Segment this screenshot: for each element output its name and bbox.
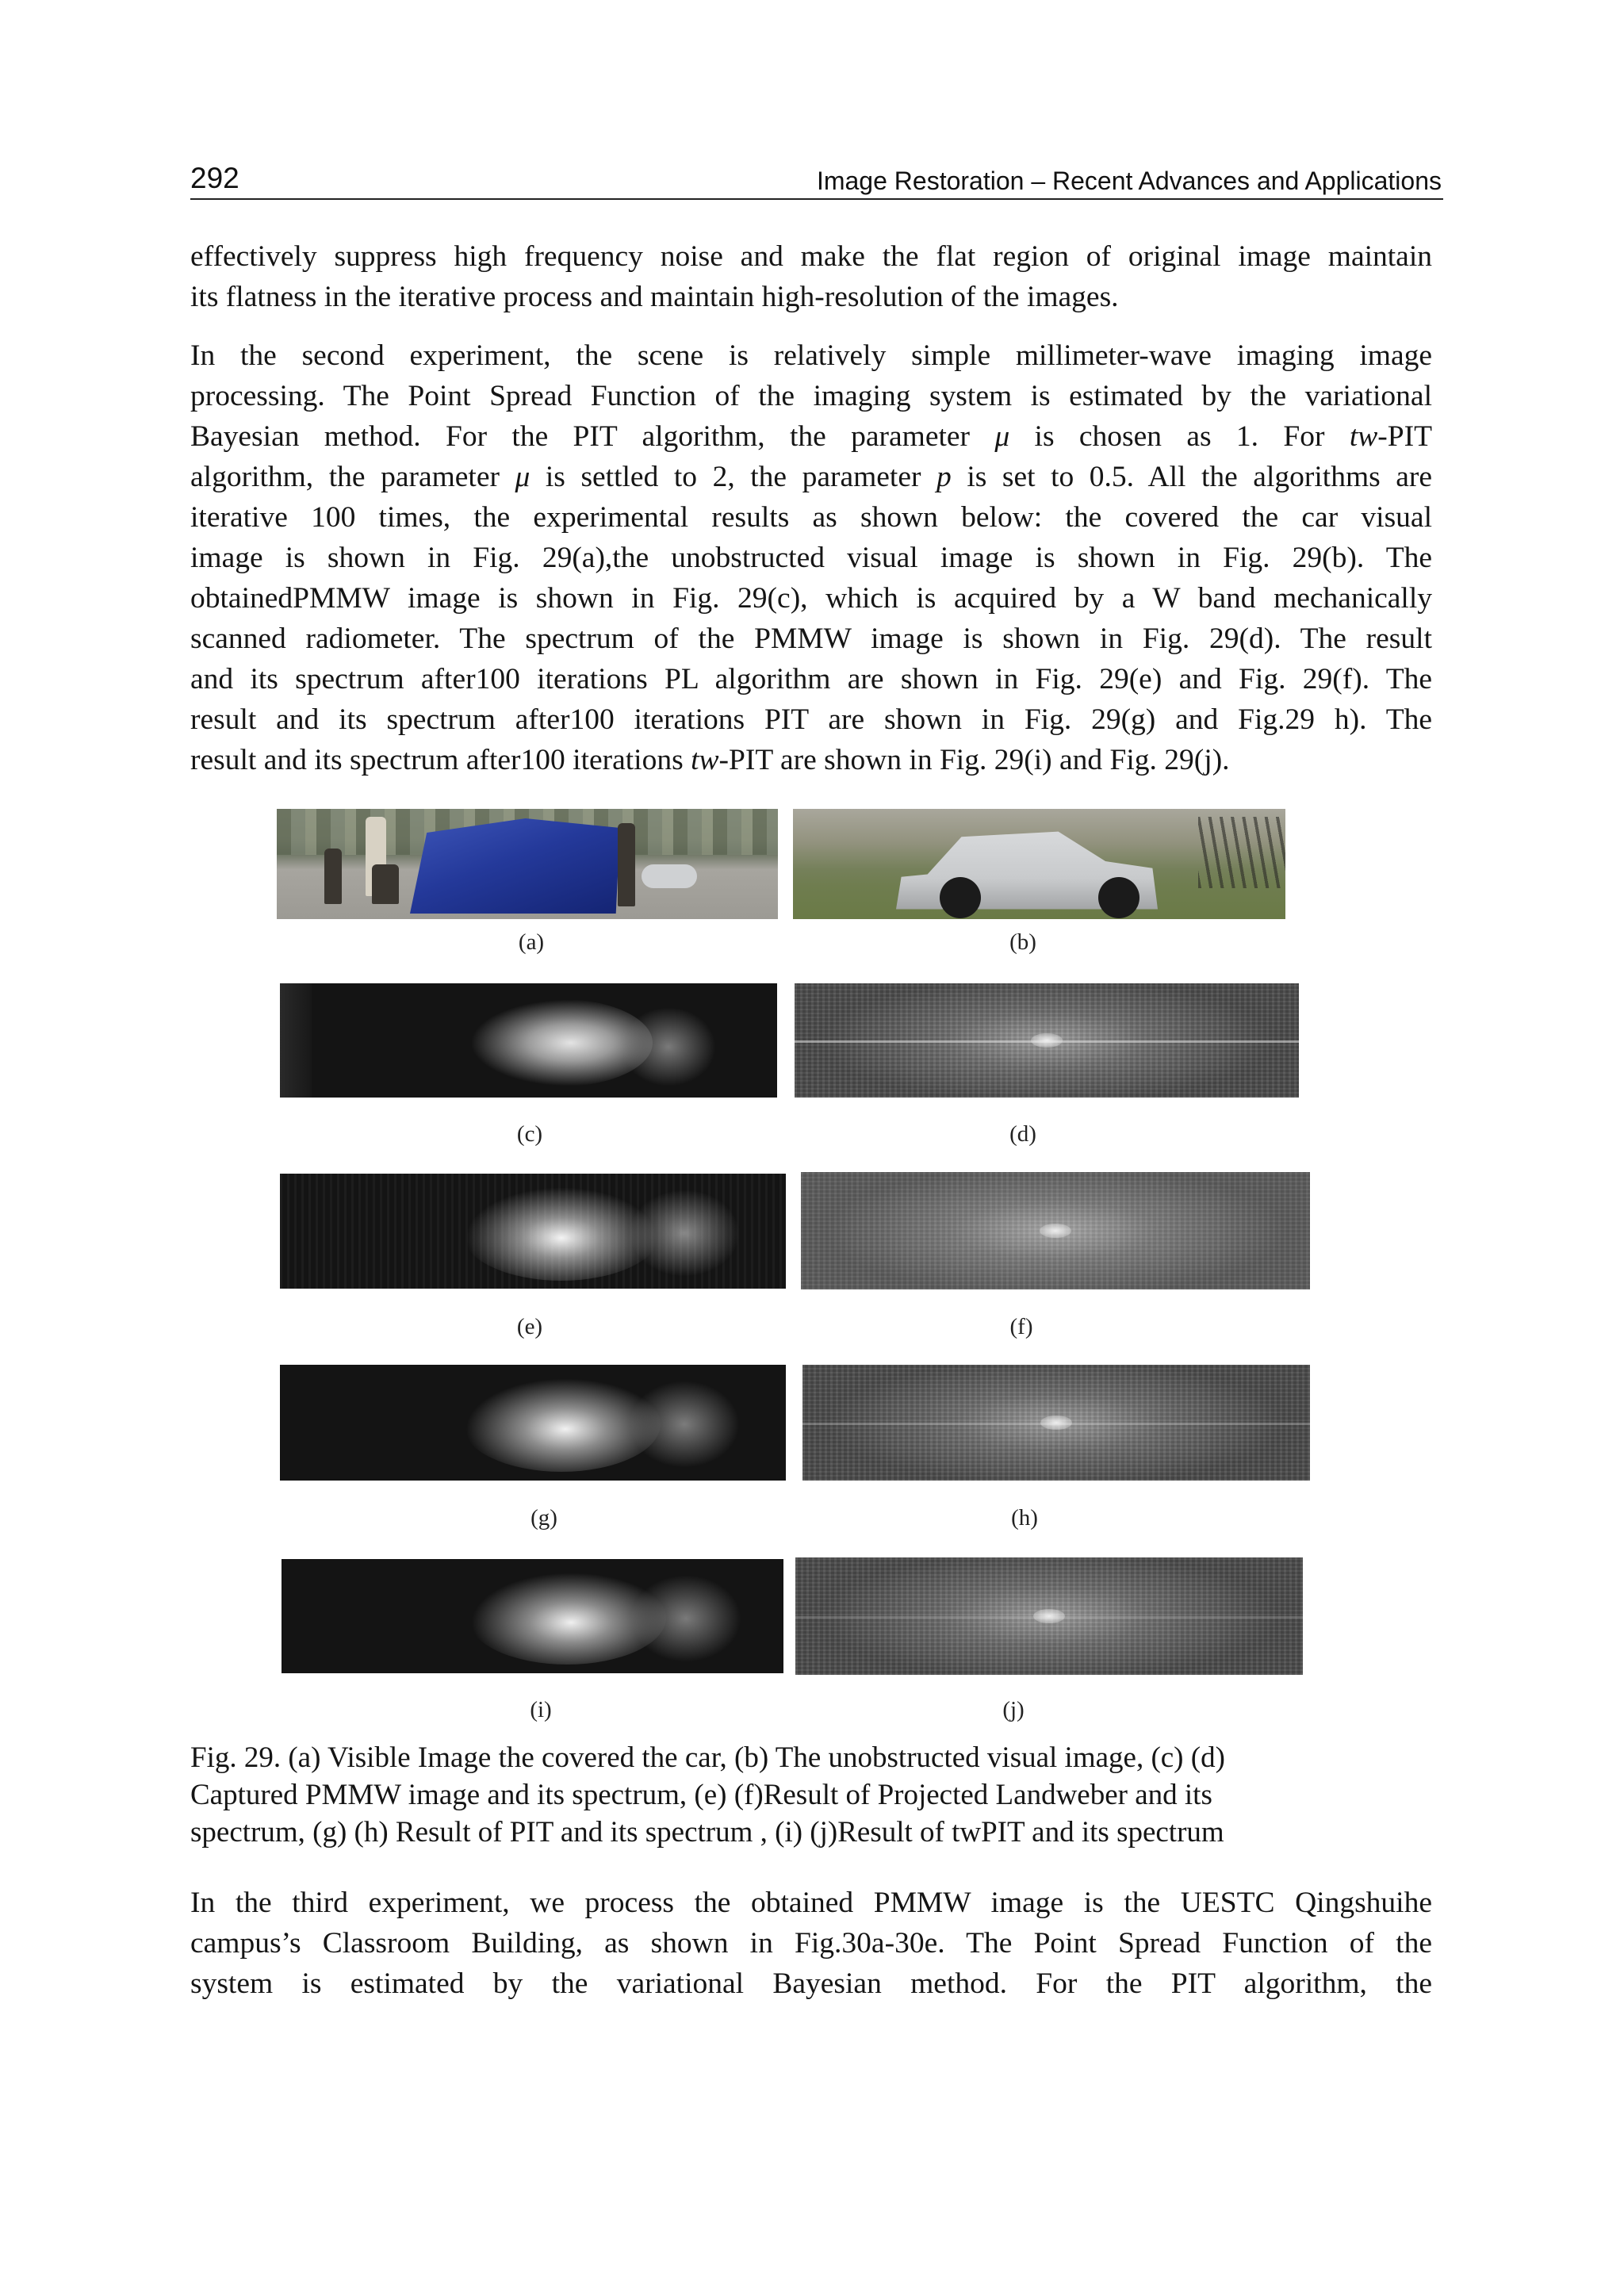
figure-label-g: (g) bbox=[530, 1505, 557, 1531]
text-line: result and its spectrum after100 iterations tw-PIT are shown in Fig. 29(i) and Fig. 29(j). bbox=[190, 744, 1230, 776]
figure-image-twpit-result bbox=[282, 1559, 783, 1673]
header-rule bbox=[190, 198, 1443, 200]
text-line: obtainedPMMW image is shown in Fig. 29(c), which is acquired by a W band mechanically bbox=[190, 582, 1432, 615]
figure-image-pit-result bbox=[280, 1365, 786, 1481]
figure-image-pit-spectrum bbox=[802, 1365, 1310, 1481]
mu-symbol: μ bbox=[994, 420, 1010, 453]
mu-symbol: μ bbox=[515, 461, 530, 493]
figure-label-e: (e) bbox=[516, 1314, 543, 1339]
figure-label-i: (i) bbox=[530, 1697, 552, 1722]
figure-image-pmmw-captured bbox=[280, 983, 777, 1098]
text-line: campus’s Classroom Building, as shown in Fig.30a-30e. The Point Spread Function of the bbox=[190, 1927, 1432, 1960]
text-line: and its spectrum after100 iterations PL algorithm are shown in Fig. 29(e) and Fig. 29(f). The bbox=[190, 663, 1432, 695]
text-line: algorithm, the parameter μ is settled to 2, the parameter p is set to 0.5. All the algorithms are bbox=[190, 461, 1433, 493]
figure-image-projected-landweber-spectrum bbox=[801, 1172, 1310, 1289]
text-line: result and its spectrum after100 iterations PIT are shown in Fig. 29(g) and Fig.29 h). The bbox=[190, 703, 1432, 736]
caption-line: Captured PMMW image and its spectrum, (e) (f)Result of Projected Landweber and its bbox=[190, 1779, 1212, 1811]
figure-label-b: (b) bbox=[1009, 929, 1036, 955]
text-line: Bayesian method. For the PIT algorithm, the parameter μ is chosen as 1. For tw-PIT bbox=[190, 420, 1433, 453]
figure-image-visible-covered-car bbox=[277, 809, 778, 919]
text-line: processing. The Point Spread Function of the imaging system is estimated by the variational bbox=[190, 380, 1432, 412]
figure-label-d: (d) bbox=[1009, 1121, 1036, 1147]
page-number: 292 bbox=[190, 162, 239, 194]
figure-image-twpit-spectrum bbox=[795, 1557, 1303, 1675]
paragraph-continuation bbox=[190, 236, 1432, 317]
figure-image-projected-landweber bbox=[280, 1174, 786, 1289]
text-line: image is shown in Fig. 29(a),the unobstructed visual image is shown in Fig. 29(b). The bbox=[190, 542, 1432, 574]
figure-label-f: (f) bbox=[1009, 1314, 1033, 1339]
text-line: system is estimated by the variational Bayesian method. For the PIT algorithm, the bbox=[190, 1967, 1432, 2000]
figure-label-h: (h) bbox=[1011, 1505, 1038, 1531]
paragraph-second-experiment bbox=[190, 335, 1432, 780]
figure-caption bbox=[190, 1739, 1380, 1851]
text-line: its flatness in the iterative process and maintain high-resolution of the images. bbox=[190, 281, 1119, 313]
text-line: iterative 100 times, the experimental results as shown below: the covered the car visual bbox=[190, 501, 1432, 534]
text-line: In the second experiment, the scene is relatively simple millimeter-wave imaging image bbox=[190, 339, 1432, 372]
figure-label-c: (c) bbox=[516, 1121, 543, 1147]
figure-image-unobstructed-car bbox=[793, 809, 1285, 919]
figure-label-j: (j) bbox=[1002, 1697, 1025, 1722]
caption-line: spectrum, (g) (h) Result of PIT and its spectrum , (i) (j)Result of twPIT and its spectrum bbox=[190, 1816, 1224, 1849]
text-line: scanned radiometer. The spectrum of the PMMW image is shown in Fig. 29(d). The result bbox=[190, 623, 1432, 655]
figure-image-pmmw-spectrum bbox=[795, 983, 1299, 1098]
caption-line: Fig. 29. (a) Visible Image the covered the car, (b) The unobstructed visual image, (c) (d) bbox=[190, 1741, 1225, 1774]
paragraph-third-experiment bbox=[190, 1883, 1432, 2004]
running-title: Image Restoration – Recent Advances and Applications bbox=[816, 167, 1442, 195]
text-line: effectively suppress high frequency noise and make the flat region of original image maintain bbox=[190, 240, 1432, 273]
text-line: In the third experiment, we process the obtained PMMW image is the UESTC Qingshuihe bbox=[190, 1887, 1432, 1919]
figure-label-a: (a) bbox=[518, 929, 545, 955]
